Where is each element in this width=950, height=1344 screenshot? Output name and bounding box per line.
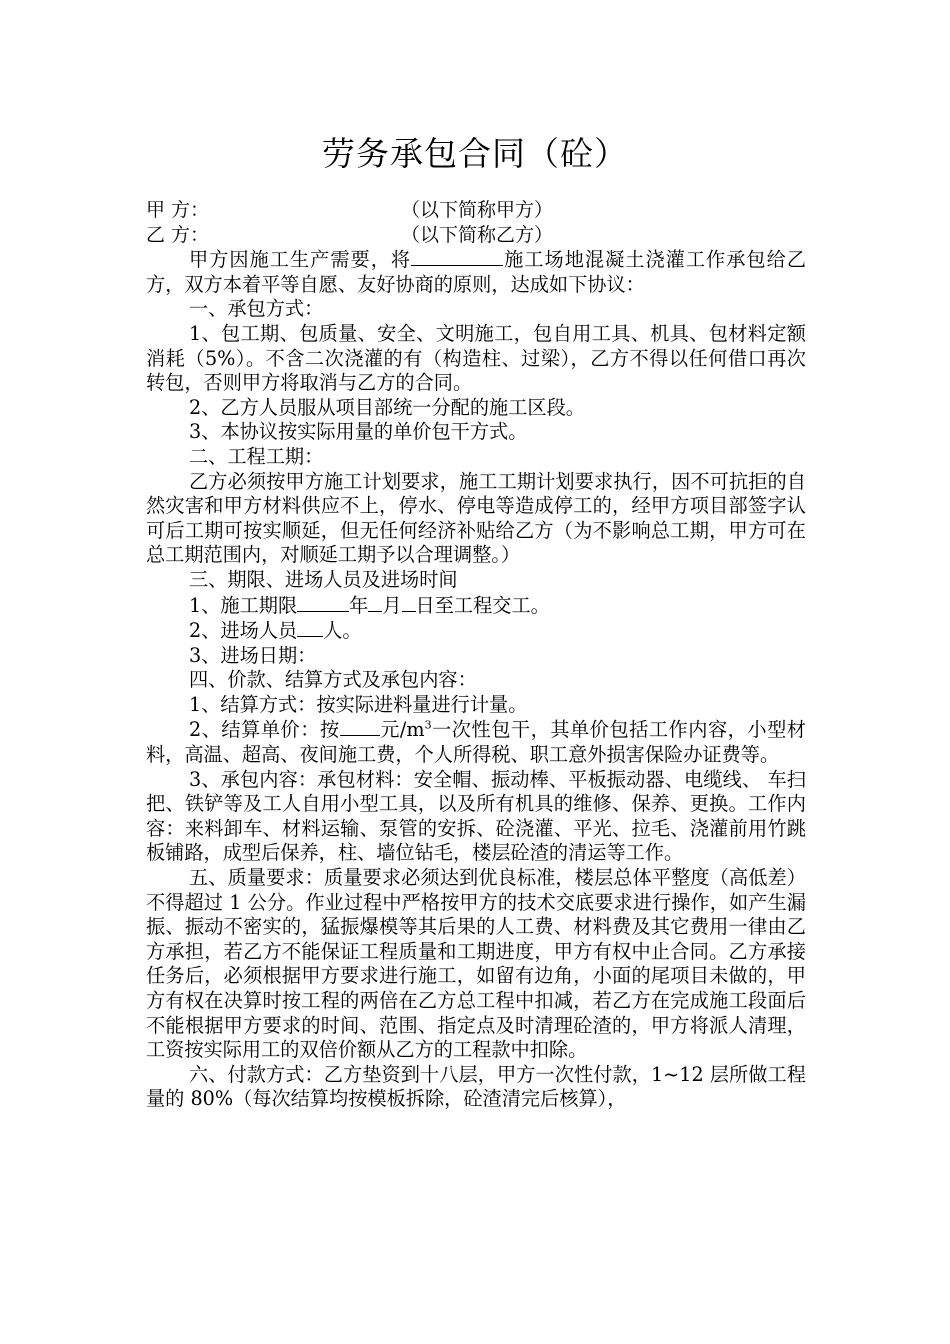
month-blank (368, 593, 382, 612)
document-title: 劳务承包合同（砼） (322, 134, 628, 173)
personnel-prefix: 2、进场人员 (189, 619, 298, 643)
price-blank (340, 717, 380, 736)
section-1-item-3: 3、本协议按实际用量的单价包干方式。 (189, 420, 528, 444)
section-1-item-2: 2、乙方人员服从项目部统一分配的施工区段。 (189, 395, 585, 419)
intro-before: 甲方因施工生产需要，将 (189, 248, 412, 272)
price-prefix: 2、结算单价：按 (189, 718, 340, 742)
year-blank (297, 593, 349, 612)
section-3-heading: 三、期限、进场人员及进场时间 (189, 567, 458, 591)
party-a-label: 甲 方： (146, 199, 210, 221)
section-1-item-1: 1、包工期、包质量、安全、文明施工，包自用工具、机具、包材料定额消耗（5%）。不含二次浇灌的有（构造柱、过梁），乙方不得以任何借口再次转包，否则甲方将取消与乙方的合同。 (146, 321, 806, 395)
contract-body (146, 198, 806, 1112)
section-2-body: 乙方必须按甲方施工计划要求，施工工期计划要求执行，因不可抗拒的自然灾害和甲方材料供应不上，停水、停电等造成停工的，经甲方项目部签字认可后工期可按实顺延，但无任何经济补贴给乙方（为不影响总工期，甲方可在总工期范围内，对顺延工期予以合理调整。） (146, 469, 806, 567)
price-unit: 元/m (379, 718, 425, 742)
party-b-line (146, 223, 806, 248)
price-unit-superscript: 3 (424, 719, 432, 733)
month-label: 月 (382, 593, 402, 617)
price-suffix: 一次性包干，其单价包括工作内容，小型材料，高温、超高、夜间施工费，个人所得税、职工意外损害保险办证费等。 (146, 718, 806, 767)
section-2-heading: 二、工程工期： (189, 444, 324, 468)
party-a-note: （以下简称甲方） (401, 199, 554, 221)
section-6-paragraph: 六、付款方式：乙方垫资到十八层，甲方一次性付款，1~12 层所做工程量的 80%（每次结算均按模板拆除，砼渣清完后核算）， (146, 1062, 806, 1111)
party-a-line (146, 198, 806, 223)
party-b-label: 乙 方： (146, 223, 210, 246)
intro-after: 施工场地混凝土浇灌工作承包给乙方，双方本着平等自愿、友好协商的原则，达成如下协议： (146, 248, 807, 296)
personnel-blank (297, 618, 323, 637)
section-3-item-3: 3、进场日期： (189, 643, 317, 667)
period-prefix: 1、施工期限 (189, 593, 298, 617)
party-b-note: （以下简称乙方） (401, 223, 554, 246)
section-4-item-1: 1、结算方式：按实际进料量进行计量。 (189, 692, 528, 716)
period-suffix: 日至工程交工。 (415, 593, 550, 617)
section-4-item-2 (146, 717, 806, 767)
section-4-heading: 四、价款、结算方式及承包内容： (189, 668, 477, 692)
day-blank (402, 593, 416, 612)
section-3-item-2 (146, 618, 806, 644)
intro-paragraph (146, 247, 806, 297)
year-label: 年 (349, 593, 369, 617)
section-1-heading: 一、承包方式： (189, 297, 324, 321)
section-4-item-3: 3、承包内容：承包材料：安全帽、振动棒、平板振动器、电缆线、 车扫把、铁铲等及工人自用小型工具，以及所有机具的维修、保养、更换。工作内容：来料卸车、材料运输、泵管的安拆、砼浇灌、平光、拉毛、浇灌前用竹跳板铺路，成型后保养，柱、墙位钻毛，楼层砼渣的清运等工作。 (146, 767, 806, 865)
personnel-suffix: 人。 (323, 619, 362, 643)
site-name-blank (411, 247, 503, 266)
section-5-paragraph: 五、质量要求：质量要求必须达到优良标准，楼层总体平整度（高低差）不得超过 1 公分。作业过程中严格按甲方的技术交底要求进行操作，如产生漏振、振动不密实的，猛振爆模等其后果的人工费、材料费及其它费用一律由乙方承担，若乙方不能保证工程质量和工期进度，甲方有权中止合同。乙方承接任务后，必须根据甲方要求进行施工，如留有边角，小面的尾项目未做的，甲方有权在决算时按工程的两倍在乙方总工程中扣减，若乙方在完成施工段面后不能根据甲方要求的时间、范围、指定点及时清理砼渣的，甲方将派人清理，工资按实际用工的双倍价额从乙方的工程款中扣除。 (146, 866, 806, 1062)
section-3-item-1 (146, 593, 806, 619)
